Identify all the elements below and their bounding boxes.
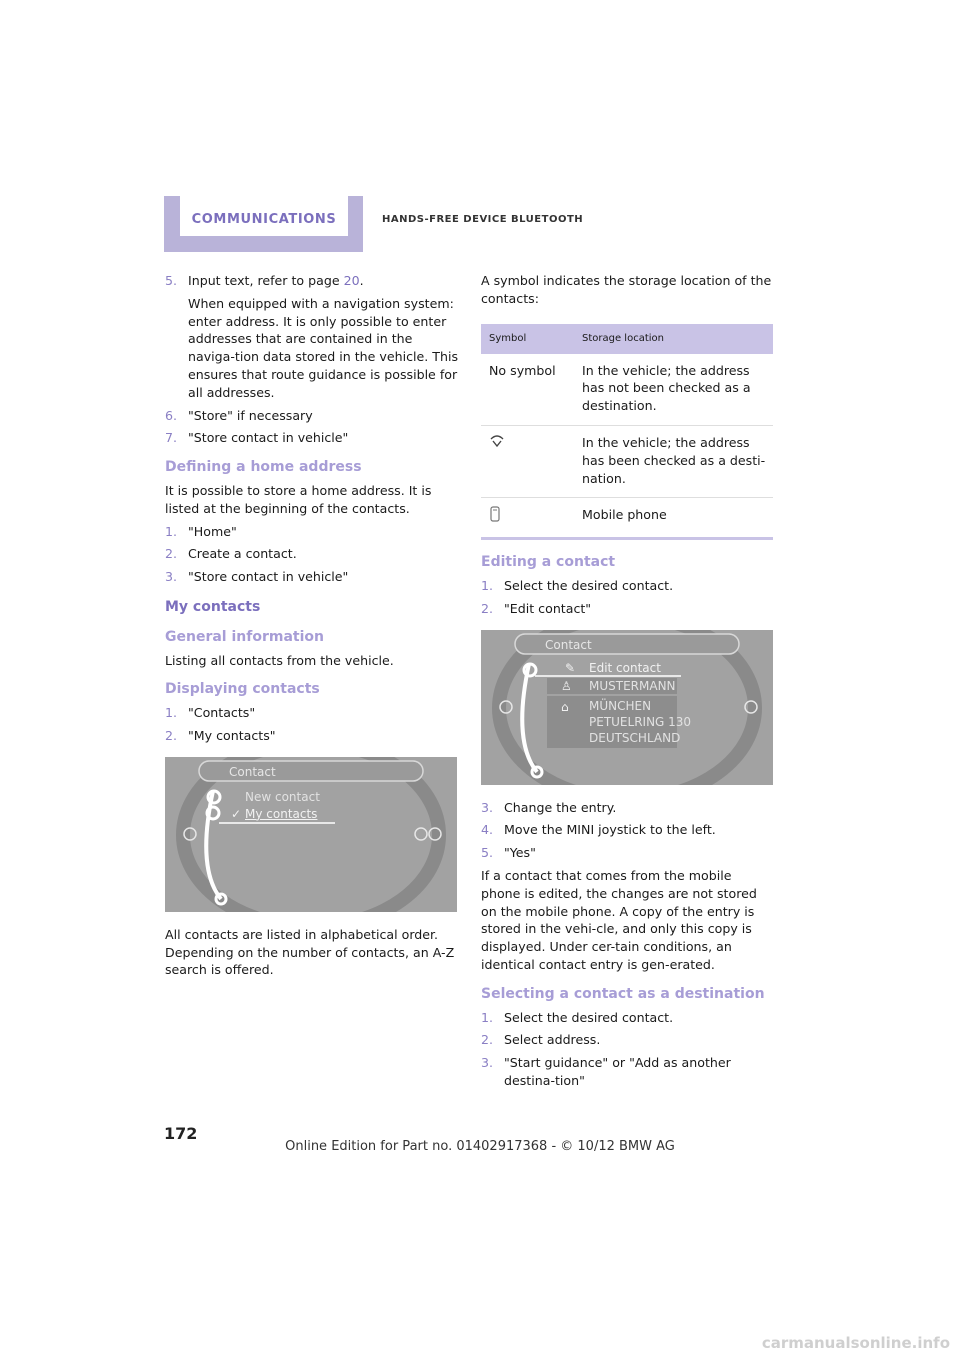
storage-intro: A symbol indicates the storage location of the contacts:: [481, 273, 772, 306]
table-row: In the vehicle; the address has been checked as a desti-nation.: [481, 426, 773, 498]
menu-item-edit-contact: Edit contact: [589, 660, 661, 675]
step-item: 3. Change the entry.: [481, 799, 617, 815]
right-column: [481, 272, 773, 1095]
edit-note: If a contact that comes from the mobile phone is edited, the changes are not stored on the mobile phone. A copy of the entry is stored in the vehi-cle, and only this copy is displayed. Under cer-tain conditions, an identical contact entry is gen-erated.: [481, 867, 757, 972]
step-note: When equipped with a navigation system: enter address. It is only possible to enter addresses that are contained in the naviga-tion data stored in the vehicle. This ensures that route guidance is possible for all addresses.: [188, 295, 459, 400]
displaying-contacts-heading: Displaying contacts: [165, 681, 320, 698]
step-item: 1. "Contacts": [165, 705, 256, 721]
editing-contact-heading: Editing a contact: [481, 554, 616, 571]
table-row: No symbol In the vehicle; the address has not been checked as a destination.: [481, 354, 773, 426]
screen-title: Contact: [229, 764, 276, 779]
section-title: COMMUNICATIONS: [191, 212, 337, 227]
step-item: 5. "Yes": [481, 845, 536, 861]
address-city: MÜNCHEN: [589, 698, 652, 713]
table-row: Mobile phone: [481, 498, 773, 537]
subsection-title: HANDS-FREE DEVICE BLUETOOTH: [382, 214, 584, 225]
general-information-heading: General information: [165, 628, 324, 645]
step-item: 1. "Home": [165, 523, 237, 539]
footer-text: Online Edition for Part no. 01402917368 - © 10/12 BMW AG: [285, 1139, 675, 1154]
step-item: 2. Select address.: [481, 1032, 601, 1048]
my-contacts-heading: My contacts: [165, 598, 261, 615]
pencil-icon: ✎: [565, 660, 576, 675]
home-address-intro: It is possible to store a home address. It is listed at the beginning of the contacts.: [165, 482, 432, 516]
step-item: 6. "Store" if necessary: [165, 407, 313, 423]
storage-table: [481, 324, 773, 541]
step-item: 5. Input text, refer to page 20.: [165, 273, 364, 288]
page-number: 172: [164, 1124, 198, 1143]
contact-name: MUSTERMANN: [589, 678, 676, 693]
step-item: 2. "Edit contact": [481, 600, 592, 616]
menu-item-new-contact: New contact: [245, 789, 320, 804]
screen-title: Contact: [545, 637, 592, 652]
contacts-menu-screenshot: [165, 757, 457, 912]
page-link[interactable]: 20: [343, 273, 360, 288]
destination-heading: Selecting a contact as a destination: [481, 985, 765, 1002]
step-item: 2. "My contacts": [165, 727, 276, 743]
menu-item-my-contacts: My contacts: [245, 806, 318, 821]
home-address-heading: Defining a home address: [165, 459, 362, 476]
address-country: DEUTSCHLAND: [589, 730, 681, 745]
check-icon: ✓: [231, 806, 242, 821]
step-item: 1. Select the desired contact.: [481, 1009, 674, 1025]
edit-contact-screenshot: [481, 630, 773, 785]
screen-graphics: [165, 757, 457, 912]
table-header: Symbol Storage location: [481, 324, 773, 354]
address-street: PETUELRING 130: [589, 714, 692, 729]
general-information-text: Listing all contacts from the vehicle.: [165, 652, 394, 668]
step-item: 1. Select the desired contact.: [481, 577, 674, 593]
checked-destination-icon: [489, 434, 505, 448]
step-item: 2. Create a contact.: [165, 546, 297, 562]
step-item: 4. Move the MINI joystick to the left.: [481, 822, 716, 838]
left-column: [165, 272, 460, 984]
contacts-list-text: All contacts are listed in alphabetical order. Depending on the number of contacts, an A-Z search is offered.: [165, 926, 455, 978]
step-item: 3. "Store contact in vehicle": [165, 569, 349, 585]
mobile-phone-icon: [489, 506, 501, 522]
step-item: 7. "Store contact in vehicle": [165, 430, 349, 446]
address-icon: ⌂: [561, 699, 569, 714]
watermark: carmanualsonline.info: [761, 1334, 950, 1352]
step-item: 3. "Start guidance" or "Add as another destina-tion": [481, 1055, 731, 1088]
person-icon: ♙: [561, 678, 572, 693]
